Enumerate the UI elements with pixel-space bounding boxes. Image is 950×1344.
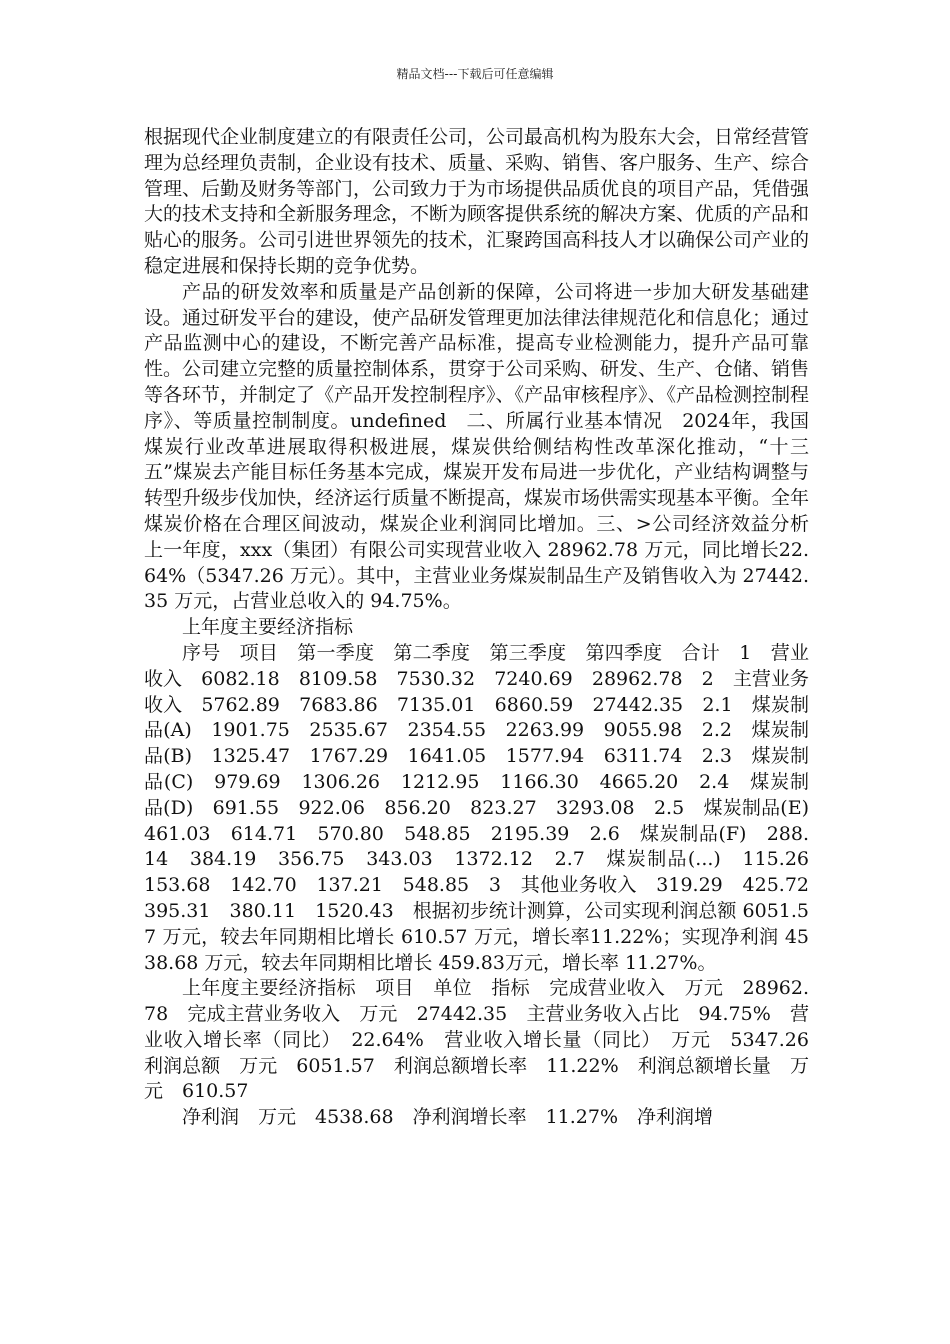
paragraph-net-profit: 净利润 万元 4538.68 净利润增长率 11.27% 净利润增: [182, 1106, 714, 1129]
paragraph-indicator-table: 上年度主要经济指标 项目 单位 指标 完成营业收入 万元 28962.78 完成主营业务收入 万元 27442.35 主营业务收入占比 94.75% 营业收入增长率（同比） 22.64% 营业收入增长量（同比） 万元 5347.26 利润总额 万元 6051.57 利润总额增长率 11.22% 利润总额增长量 万元 610.57: [144, 977, 829, 1103]
paragraph-company-overview: 根据现代企业制度建立的有限责任公司，公司最高机构为股东大会，日常经营管理为总经理负责制，企业设有技术、质量、采购、销售、客户服务、生产、综合管理、后勤及财务等部门，公司致力于为市场提供品质优良的项目产品，凭借强大的技术支持和全新服务理念，不断为顾客提供系统的解决方案、优质的产品和贴心的服务。公司引进世界领先的技术，汇聚跨国高科技人才以确保公司产业的稳定进展和保持长期的竞争优势。: [144, 126, 810, 277]
document-body: [144, 125, 829, 1131]
paragraph-quarterly-table: 序号 项目 第一季度 第二季度 第三季度 第四季度 合计 1 营业收入 6082.18 8109.58 7530.32 7240.69 28962.78 2 主营业务收入 5762.89 7683.86 7135.01 6860.59 27442.35 2.1 煤炭制品(A) 1901.75 2535.67 2354.55 2263.99 9055.98 2.2 煤炭制品(B) 1325.47 1767.29 1641.05 1577.94 6311.74 2.3 煤炭制品(C) 979.69 1306.26 1212.95 1166.30 4665.20 2.4 煤炭制品(D) 691.55 922.06 856.20 823.27 3293.08 2.5 煤炭制品(E) 461.03 614.71 570.80 548.85 2195.39 2.6 煤炭制品(F) 288.14 384.19 356.75 343.03 1372.12 2.7 煤炭制品(...) 115.26 153.68 142.70 137.21 548.85 3 其他业务收入 319.29 425.72 395.31 380.11 1520.43 根据初步统计测算，公司实现利润总额 6051.57 万元，较去年同期相比增长 610.57 万元，增长率11.22%；实现净利润 4538.68 万元，较去年同期相比增长 459.83万元，增长率 11.27%。: [144, 641, 829, 974]
page-header: 精品文档---下载后可任意编辑: [396, 67, 554, 81]
table-title-quarterly: 上年度主要经济指标: [182, 616, 354, 639]
paragraph-industry-and-revenue: 产品的研发效率和质量是产品创新的保障，公司将进一步加大研发基础建设。通过研发平台的建设，使产品研发管理更加法律法律规范化和信息化；通过产品监测中心的建设，不断完善产品标准，提高专业检测能力，提升产品可靠性。公司建立完整的质量控制体系，贯穿于公司采购、研发、生产、仓储、销售等各环节，并制定了《产品开发控制程序》、《产品审核程序》、《产品检测控制程序》、等质量控制制度。undefined 二、所属行业基本情况 2024年，我国煤炭行业改革进展取得积极进展，煤炭供给侧结构性改革深化推动，“十三五”煤炭去产能目标任务基本完成，煤炭开发布局进一步优化，产业结构调整与转型升级步伐加快，经济运行质量不断提高，煤炭市场供需实现基本平衡。全年煤炭价格在合理区间波动，煤炭企业利润同比增加。三、>公司经济效益分析 上一年度，xxx（集团）有限公司实现营业收入 28962.78 万元，同比增长22.64%（5347.26 万元）。其中，主营业业务煤炭制品生产及销售收入为 27442.35 万元，占营业总收入的 94.75%。: [144, 280, 829, 613]
